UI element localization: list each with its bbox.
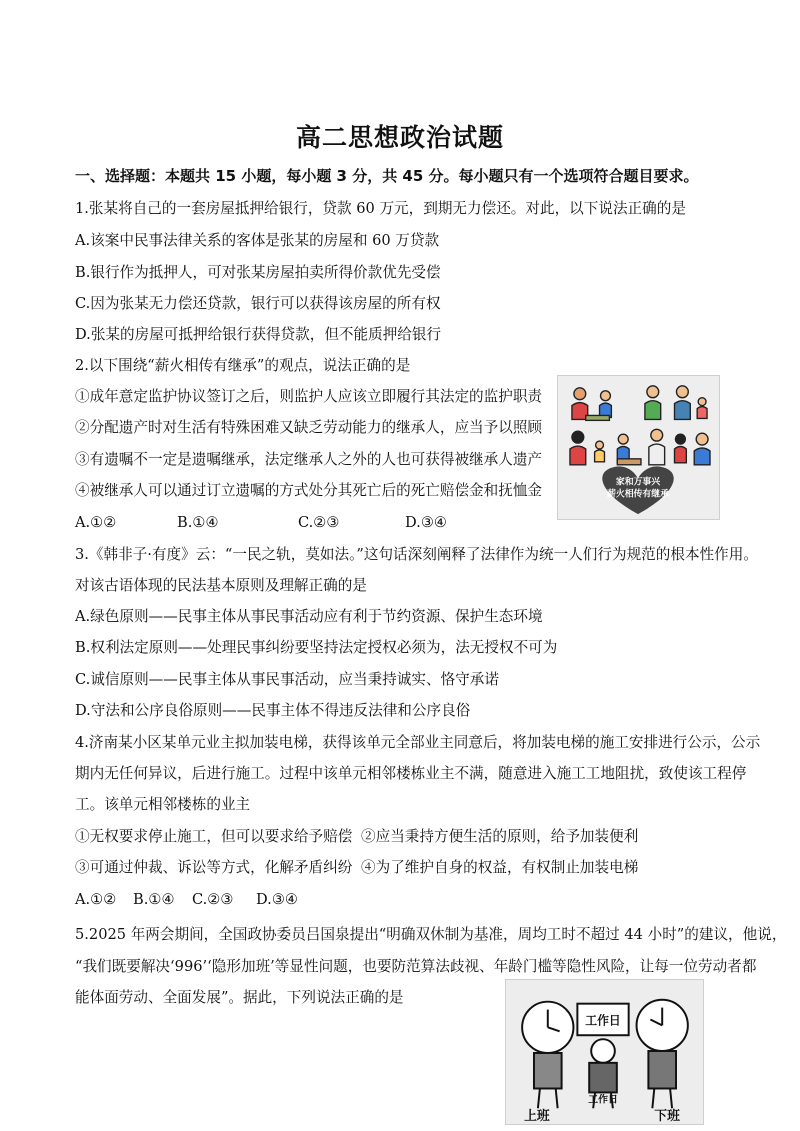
q4-stem-line-2: 期内无任何异议，后进行施工。过程中该单元相邻楼栋业主不满，随意进入施工工地阻扰，致使该工程停 [75,765,747,782]
q4-statements-row-2 [75,858,639,878]
q1-option-c: C.因为张某无力偿还贷款，银行可以获得该房屋的所有权 [75,295,441,312]
q4-statement-3: ③可通过仲裁、诉讼等方式，化解矛盾纠纷 [75,859,353,876]
q1-option-d: D.张某的房屋可抵押给银行获得贷款，但不能质押给银行 [75,326,442,343]
q4-statement-4: ④为了维护自身的权益，有权制止加装电梯 [361,859,639,876]
q3-option-b: B.权利法定原则——处理民事纠纷要坚持法定授权必须为，法无授权不可为 [75,639,558,656]
q4-option-a: A.①② [75,891,117,908]
q5-figure-clocks [505,979,704,1125]
q3-option-c: C.诚信原则——民事主体从事民事活动，应当秉持诚实、恪守承诺 [75,671,499,688]
q2-stem: 2.以下围绕“薪火相传有继承”的观点，说法正确的是 [75,357,411,374]
q4-statement-1: ①无权要求停止施工，但可以要求给予赔偿 [75,828,353,845]
clocks-illustration [506,980,703,1124]
q4-option-c: C.②③ [192,891,234,908]
q4-statement-2: ②应当秉持方便生活的原则，给予加装便利 [361,828,639,845]
clock-label-left: 上班 [524,1109,550,1124]
q2-option-b: B.①④ [177,514,219,531]
q4-option-d: D.③④ [256,891,298,908]
q2-statement-3: ③有遗嘱不一定是遗嘱继承，法定继承人之外的人也可获得被继承人遗产 [75,451,543,468]
clock-label-mid: 工作日 [588,1094,618,1106]
q1-stem: 1.张某将自己的一套房屋抵押给银行，贷款 60 万元，到期无力偿还。对此，以下说法正确的是 [75,200,686,217]
page-title: 高二思想政治试题 [295,123,504,152]
q5-stem-line-2: “我们既要解决‘996’‘隐形加班’等显性问题，也要防范算法歧视、年龄门槛等隐性风险，让每一位劳动者都 [75,958,757,975]
q5-stem-line-1: 5.2025 年两会期间，全国政协委员吕国泉提出“明确双休制为基准，周均工时不超过 44 小时”的建议，他说， [75,926,787,943]
q3-option-d: D.守法和公序良俗原则——民事主体不得违反法律和公序良俗 [75,702,471,719]
q2-figure-family [557,375,720,520]
q2-option-c: C.②③ [298,514,340,531]
q4-stem-line-3: 工。该单元相邻楼栋的业主 [75,796,251,813]
q3-stem-line-2: 对该古语体现的民法基本原则及理解正确的是 [75,577,367,594]
clock-sign-text: 工作日 [585,1013,621,1028]
q2-statement-4: ④被继承人可以通过订立遗嘱的方式处分其死亡后的死亡赔偿金和抚恤金 [75,482,543,499]
family-illustration [558,376,719,519]
family-caption-1: 家和万事兴 [615,477,661,488]
q4-statements-row-1 [75,827,639,847]
q3-option-a: A.绿色原则——民事主体从事民事活动应有利于节约资源、保护生态环境 [75,608,543,625]
q2-option-d: D.③④ [405,514,447,531]
clock-label-right: 下班 [654,1109,680,1124]
q2-statement-2: ②分配遗产时对生活有特殊困难又缺乏劳动能力的继承人，应当予以照顾 [75,419,543,436]
q2-statement-1: ①成年意定监护协议签订之后，则监护人应该立即履行其法定的监护职责 [75,388,543,405]
section-heading: 一、选择题：本题共 15 小题，每小题 3 分，共 45 分。每小题只有一个选项符合题目要求。 [75,167,699,185]
q2-option-a: A.①② [75,514,117,531]
q5-stem-line-3: 能体面劳动、全面发展”。据此，下列说法正确的是 [75,989,404,1006]
family-caption-2: 薪火相传有继承 [606,489,670,500]
q4-option-b: B.①④ [133,891,175,908]
q3-stem-line-1: 3.《韩非子·有度》云：“一民之轨，莫如法。”这句话深刻阐释了法律作为统一人们行为规范的根本性作用。 [75,546,758,563]
q4-stem-line-1: 4.济南某小区某单元业主拟加装电梯，获得该单元全部业主同意后，将加装电梯的施工安排进行公示，公示 [75,734,761,751]
q1-option-b: B.银行作为抵押人，可对张某房屋拍卖所得价款优先受偿 [75,264,441,281]
q1-option-a: A.该案中民事法律关系的客体是张某的房屋和 60 万贷款 [75,232,440,249]
